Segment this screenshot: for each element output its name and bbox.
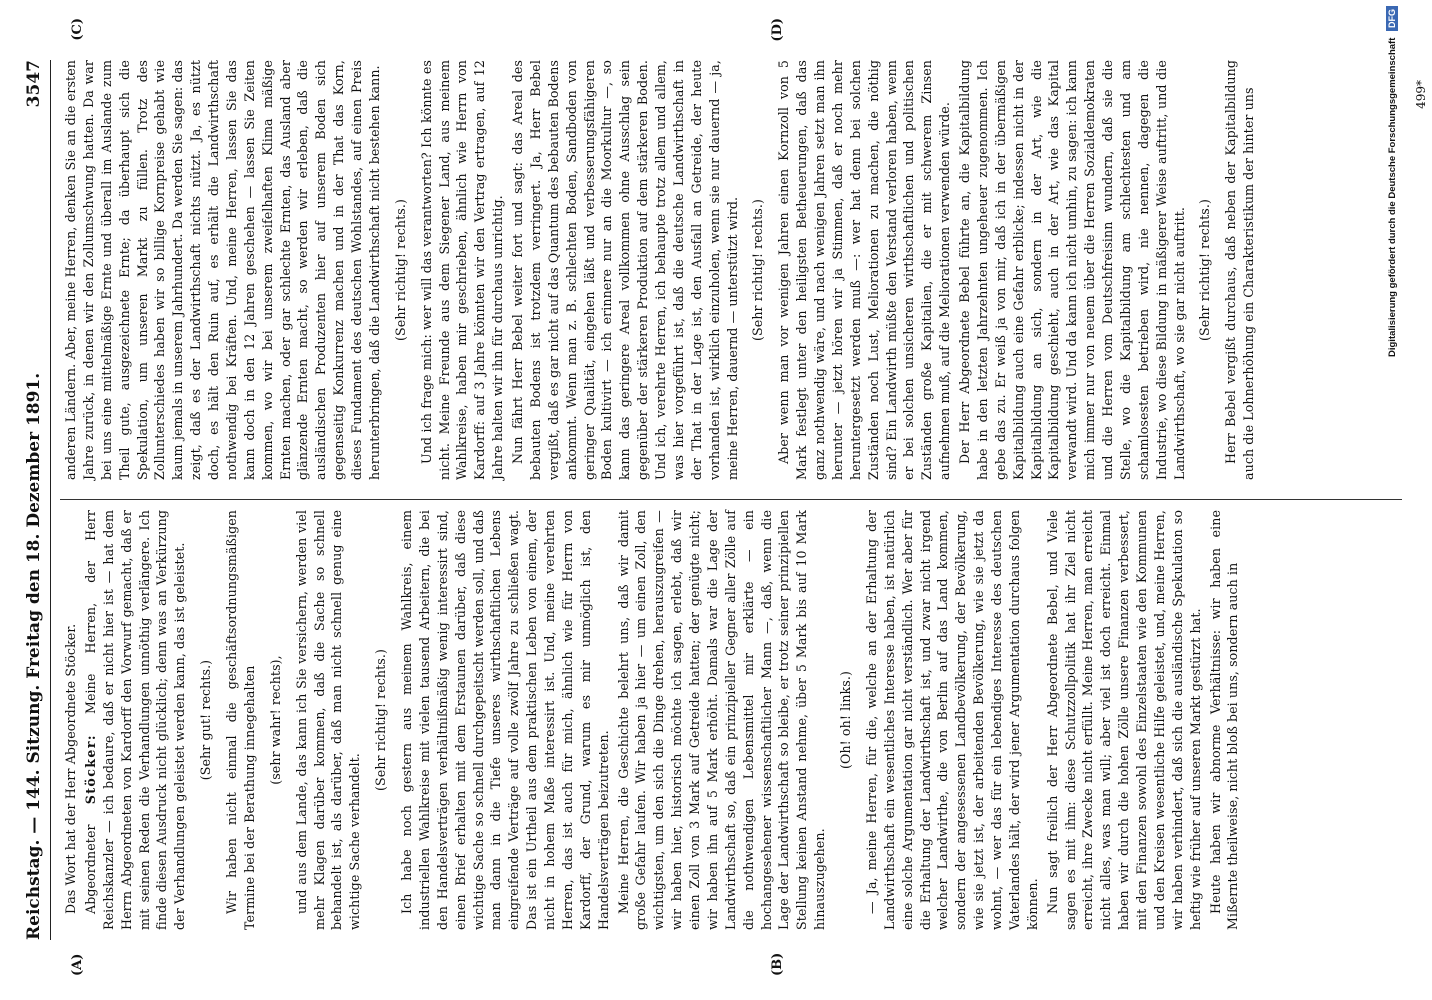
body-paragraph: Wir haben nicht einmal die geschäftsordnungsmäßigen Termine bei der Berathung innegehalten xyxy=(224,510,257,930)
interjection: (Sehr richtig! rechts.) xyxy=(750,199,766,341)
interjection: (Sehr gut! rechts.) xyxy=(198,659,214,781)
margin-marker-c: (C) xyxy=(70,18,85,41)
body-paragraph: Nun fährt Herr Bebel weiter fort und sagt: das Areal des bebauten Bodens ist trotzdem verringert. Ja, Herr Bebel vergißt, daß es gar nicht auf das Quantum des bebauten Bodens ankommt. Wenn man z. B. schlechten Boden, Sandboden von geringer Qualität, eingehen läßt und verbesserungsfähigeren Boden kultivirt — ich erinnere nur an die Moorkultur —, so kann das geringere Areal vollkommen ohne Ausschlag sein gegenüber der stärkeren Produktion auf dem stärkeren Boden. Und ich, verehrte Herren, ich behaupte trotz allem und allem, was hier vorgeführt ist, daß die deutsche Landwirthschaft in der That in der Lage ist, den Ausfall an Getreide, der heute vorhanden ist, wirklich einzuholen, wenn sie nur dauernd — ja, meine Herren, dauernd — unterstützt wird. xyxy=(510,60,740,480)
speech-text: Meine Herren, der Herr Reichskanzler — ich bedaure, daß er nicht hier ist — hat dem Herrn Abgeordneten von Kardorff den Vorwurf gemacht, daß er mit seinen Reden die Verhandlungen unnöthig verlängere. Ich finde diesen Ausdruck nicht glücklich; denn was an Verkürzung der Verhandlungen geleistet werden kann, das ist geleistet. xyxy=(82,509,188,930)
margin-marker-b: (B) xyxy=(770,952,785,976)
margin-marker-a: (A) xyxy=(70,953,85,976)
column-divider xyxy=(60,499,1402,500)
speaker-prefix: Abgeordneter xyxy=(82,824,98,914)
interjection: (Sehr richtig! rechts.) xyxy=(392,199,408,341)
digitization-credit xyxy=(1386,6,1404,994)
page-number-top: 3547 xyxy=(24,60,44,108)
body-paragraph: Und ich frage mich: wer will das verantworten? Ich könnte es nicht. Meine Freunde aus dem Siegener Land, aus meinem Wahlkreise, haben mir geschrieben, ähnlich wie Herrn von Kardorff: auf 3 Jahre könnten wir den Vertrag ertragen, auf 12 Jahre halten wir ihn für durchaus unrichtig. xyxy=(418,60,506,480)
body-paragraph: — Ja, meine Herren, für die, welche an der Erhaltung der Landwirthschaft ein wesentliches Interesse haben, ist natürlich eine solche Argumentation gar nicht verständlich. Wer aber für die Erhaltung der Landwirthschaft ist, und zwar nicht irgend welcher Landwirthe, die von Berlin auf das Land kommen, sondern der angesessenen Landbevölkerung, der Bevölkerung, wie sie jetzt ist, der arbeitenden Bevölkerung, wie sie jetzt da wohnt, — wer das für ein lebendiges Interesse des deutschen Vaterlandes hält, der wird jener Argumentation durchaus folgen können. xyxy=(863,510,1040,930)
signature-number: 499* xyxy=(1414,80,1428,109)
body-paragraph: Der Herr Abgeordnete Bebel führte an, die Kapitalbildung habe in den letzten Jahrzehnten ungeheuer zugenommen. Ich gebe das zu. Er weiß ja von mir, daß ich in der übermäßigen Kapitalbildung auch eine Gefahr erblicke; indessen nicht in der Kapitalbildung an sich, sondern in der Art, wie die Kapitalbildung geschieht, auch in der Art, wie das Kapital verwandt wird. Und da kann ich nicht umhin, zu sagen: ich kann mich immer nur von neuem über die Herren Sozialdemokraten und die Herren vom Deutschfreisinn wundern, daß sie die Stelle, wo die Kapitalbildung am schlechtesten und am schamlosesten betrieben wird, nie nennen, dagegen die Industrie, wo diese Bildung in mäßigerer Weise auftritt, und die Landwirthschaft, wo sie gar nicht auftritt. xyxy=(957,60,1187,480)
body-paragraph: Ich habe noch gestern aus meinem Wahlkreis, einem industriellen Wahlkreise mit vielen tausend Arbeitern, die bei den Handelsverträgen verhältnißmäßig wenig interessirt sind, einen Brief erhalten mit dem Erstaunen darüber, daß diese wichtige Sache so schnell durchgepeitscht werden soll, und daß man dann in die Tiefe unseres wirthschaftlichen Lebens eingreifende Verträge auf volle zwölf Jahre zu schließen wagt. Das ist ein Urtheil aus dem praktischen Leben von einem, der nicht in hohem Maße interessirt ist. Und, meine verehrten Herren, das ist auch für mich, ähnlich wie für Herrn von Kardorff, der Grund, warum es mir unmöglich ist, den Handelsverträgen beizutreten. xyxy=(399,510,611,930)
running-head xyxy=(18,60,50,940)
speaker-name: Stöcker: xyxy=(82,734,98,805)
interjection: (Oh! oh! links.) xyxy=(838,671,853,769)
header-rule xyxy=(50,60,51,940)
body-paragraph: Nun sagt freilich der Herr Abgeordnete Bebel, und Viele sagen es mit ihm: diese Schutzzollpolitik hat ihr Ziel nicht erreicht, ihre Zwecke nicht erfüllt. Meine Herren, man erreicht nicht alles, was man will; aber viel ist doch erreicht. Einmal haben wir durch die hohen Zölle unsere Finanzen verbessert, mit den Finanzen sowohl des Einzelstaaten wie den Kommunen und den Kreisen wesentliche Hilfe geleistet, und, meine Herren, wir haben verhindert, daß sich die ausländische Spekulation so heftig wie früher auf unseren Markt gestürzt hat. xyxy=(1044,510,1203,930)
right-column xyxy=(62,60,1260,480)
body-paragraph: und aus dem Lande, das kann ich Sie versichern, werden viel mehr Klagen darüber kommen, daß die Sache so schnell behandelt ist, als darüber, daß man nicht schnell genug eine wichtige Sache verhandelt. xyxy=(293,510,363,930)
body-paragraph: anderen Ländern. Aber, meine Herren, denken Sie an die ersten Jahre zurück, in denen wir den Zollumschwung hatten. Da war bei uns eine mittelmäßige Ernte und überall im Auslande zum Theil gute, ausgezeichnete Ernte; da überhaupt sich die Spekulation, um unseren Markt zu füllen. Trotz des Zollunterschiedes haben wir so billige Kornpreise gehabt wie kaum jemals in unserem Jahrhundert. Da werden Sie sagen: das zeigt, daß es der Landwirthschaft nichts nützt. Ja, es nützt doch, es hält den Ruin auf, es erhält die Landwirthschaft nothwendig bei Kräften. Und, meine Herren, lassen Sie das kann doch in den 12 Jahren geschehen — lassen Sie Zeiten kommen, wo wir bei unserem zweifelhaften Klima mäßige Ernten machen, oder gar schlechte Ernten, das Ausland aber glänzende Ernten macht, so werden wir erleben, daß die ausländischen Produzenten hier auf unserem Boden sich gegenseitig Konkurrenz machen und in der That das Korn, dieses Fundament des deutschen Wohlstandes, auf einen Preis herunterbringen, daß die Landwirthschaft nicht bestehen kann. xyxy=(63,60,382,480)
dfg-logo: DFG xyxy=(1386,6,1398,31)
body-paragraph: Heute haben wir abnorme Verhältnisse: wir haben eine Mißernte theilweise, nicht bloß bei uns, sondern auch in xyxy=(1207,510,1241,930)
left-column xyxy=(62,510,1244,930)
interjection: (sehr wahr! rechts), xyxy=(267,655,283,785)
speech-paragraph xyxy=(82,510,189,930)
margin-marker-d: (D) xyxy=(770,18,785,42)
body-paragraph: Meine Herren, die Geschichte belehrt uns, daß wir damit große Gefahr laufen. Wir haben ja hier — um einen Zoll, den wichtigsten, um den sich die Dinge drehen, herauszugreifen — wir haben hier, historisch möchte ich sagen, erlebt, daß wir einen Zoll von 3 Mark auf Getreide hatten; der genügte nicht; wir haben ihn auf 5 Mark erhöht. Damals war die Lage der Landwirthschaft so, daß ein prinzipieller Gegner aller Zölle auf die nothwendigen Lebensmittel mir erklärte — ein hochangesehener wissenschaftlicher Mann —, daß, wenn die Lage der Landwirthschaft so bleibe, er trotz seiner prinzipiellen Stellung keinen Anstand nehme, über 5 Mark bis auf 10 Mark hinauszugehen. xyxy=(615,510,828,930)
credit-text: Digitalisierung gefördert durch die Deutsche Forschungsgemeinschaft xyxy=(1387,37,1398,357)
body-paragraph: Herr Bebel vergißt durchaus, daß neben der Kapitalbildung auch die Lohnerhöhung ein Charakteristikum der hinter uns xyxy=(1223,60,1257,480)
body-paragraph: Aber wenn man vor wenigen Jahren einen Kornzoll von 5 Mark festlegt unter den heiligsten Betheuerungen, daß das ganz nothwendig wäre, und nach wenigen Jahren setzt man ihn herunter — jetzt hören wir ja Stimmen, daß er noch mehr heruntergesetzt werden muß —: wer hat denn bei solchen Zuständen noch Lust, Meliorationen zu machen, die nöthig sind? Ein Landwirth müßte den Verstand verloren haben, wenn er bei solchen unsicheren wirthschaftlichen und politischen Zuständen große Kapitalien, die er mit schwerem Zinsen aufnehmen muß, auf die Meliorationen verwenden würde. xyxy=(776,60,953,480)
interjection: (Sehr richtig! rechts.) xyxy=(373,649,389,791)
running-head-title: Reichstag. — 144. Sitzung. Freitag den 18. Dezember 1891. xyxy=(24,372,44,940)
interjection: (Sehr richtig! rechts.) xyxy=(1197,199,1213,341)
body-paragraph: Das Wort hat der Herr Abgeordnete Stöcker. xyxy=(63,623,78,914)
